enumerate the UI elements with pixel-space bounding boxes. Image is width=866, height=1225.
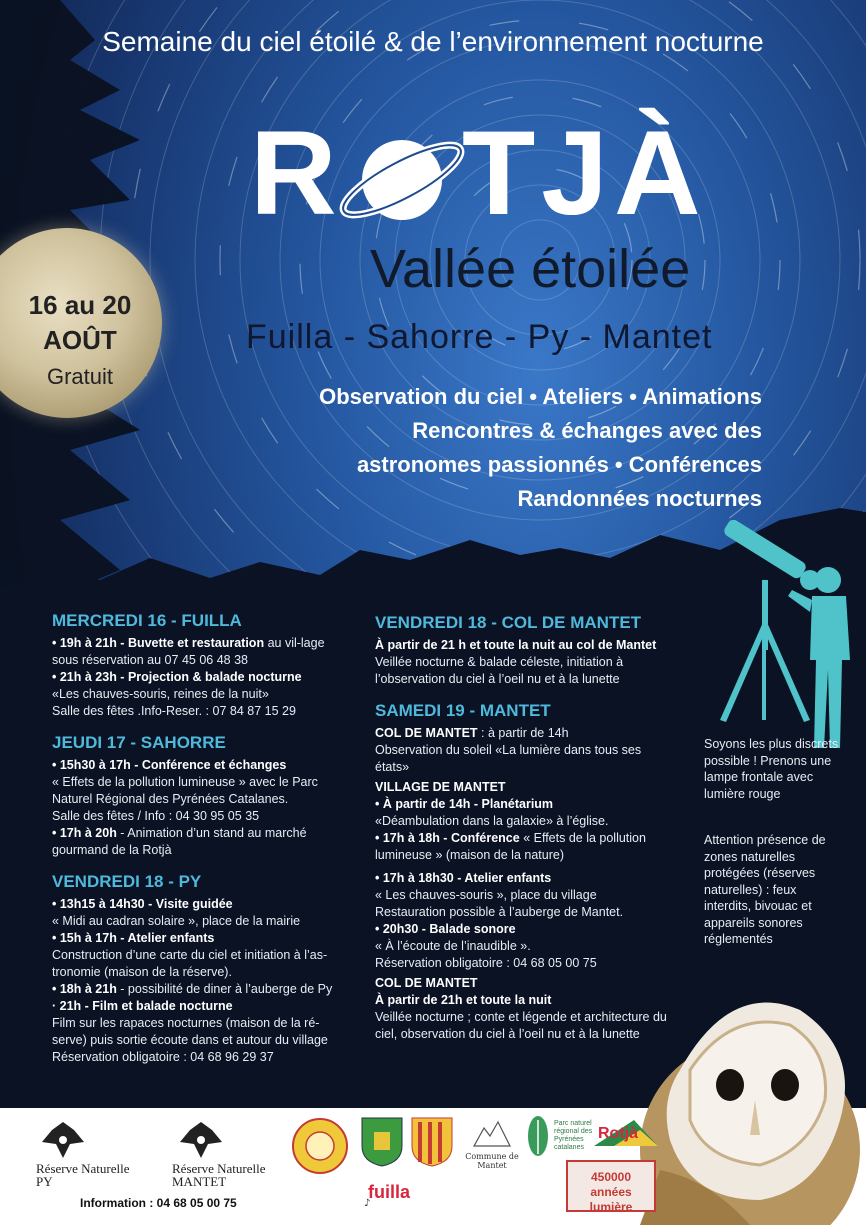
program-line: Veillée nocturne ; conte et légende et architecture du ciel, observation du ciel à l’oeil nu et à la lunette bbox=[375, 1010, 667, 1041]
program-line: • 20h30 - Balade sonore bbox=[375, 922, 516, 936]
program-line: Observation du soleil «La lumière dans tous ses états» bbox=[375, 743, 642, 774]
reserve-mantet-label: Réserve Naturelle MANTET bbox=[172, 1161, 266, 1189]
program-line: Construction d’une carte du ciel et initiation à l’as-tronomie (maison de la réserve). bbox=[52, 948, 328, 979]
svg-text:♪: ♪ bbox=[364, 1198, 371, 1209]
reserve-mantet-logo bbox=[178, 1120, 224, 1160]
program-sublabel: VILLAGE DE MANTET bbox=[375, 780, 506, 794]
program-thursday bbox=[52, 734, 350, 859]
astronomer-telescope-silhouette bbox=[700, 520, 860, 760]
program-line: Film sur les rapaces nocturnes (maison de la ré-serve) puis sortie écoute dans et autour du village bbox=[52, 1016, 328, 1047]
program-friday-py bbox=[52, 873, 350, 1066]
program-line: • 21h à 23h - Projection & balade nocturne bbox=[52, 670, 302, 684]
barn-owl-image bbox=[620, 950, 866, 1225]
program-line: « Midi au cadran solaire », place de la mairie bbox=[52, 914, 301, 928]
moon-dates: 16 au 20 bbox=[28, 290, 132, 320]
rotja-logo bbox=[594, 1116, 658, 1152]
parc-naturel-logo bbox=[526, 1114, 550, 1158]
commune-mantet-logo bbox=[470, 1116, 514, 1152]
program-line: «Les chauves-souris, reines de la nuit» bbox=[52, 687, 269, 701]
villages-line: Fuilla - Sahorre - Py - Mantet bbox=[246, 318, 713, 356]
program-line: « Les chauves-souris », place du village bbox=[375, 888, 597, 902]
day-heading: VENDREDI 18 - COL DE MANTET bbox=[375, 613, 642, 632]
parc-naturel-label: Parc naturel régional des Pyrénées catalanes bbox=[554, 1120, 593, 1151]
program-wednesday bbox=[52, 612, 350, 720]
event-line: Semaine du ciel étoilé & de l’environnement nocturne bbox=[102, 26, 764, 57]
activities-line: Observation du ciel • Ateliers • Animations bbox=[319, 384, 762, 409]
advice-note-discretion: Soyons les plus discrets possible ! Prenons une lampe frontale avec lumière rouge bbox=[704, 737, 839, 801]
advice-note-protected-areas: Attention présence de zones naturelles protégées (réserves naturelles) : feux interdits, bivouac et appareils sonores réglementés bbox=[704, 833, 826, 946]
program-line: • 15h à 17h - Atelier enfants bbox=[52, 931, 215, 945]
day-heading: MERCREDI 16 - FUILLA bbox=[52, 611, 242, 630]
svg-text:fuilla: fuilla bbox=[368, 1182, 411, 1202]
program-line: Réservation obligatoire : 04 68 96 29 37 bbox=[52, 1050, 274, 1064]
activities-line: Randonnées nocturnes bbox=[517, 486, 762, 511]
coat-of-arms-green bbox=[360, 1116, 404, 1168]
subtitle: Vallée étoilée bbox=[370, 239, 691, 299]
program-line: • 13h15 à 14h30 - Visite guidée bbox=[52, 897, 233, 911]
program-line: • 17h à 20h - Animation d’un stand au marché gourmand de la Rotjà bbox=[52, 826, 307, 857]
program-line: Restauration possible à l’auberge de Mantet. bbox=[375, 905, 624, 919]
activities-line: Rencontres & échanges avec des bbox=[412, 418, 762, 443]
reserve-py-logo bbox=[40, 1120, 86, 1160]
day-heading: SAMEDI 19 - MANTET bbox=[375, 701, 551, 720]
svg-text:Rotjà: Rotjà bbox=[598, 1125, 638, 1142]
coat-of-arms-catalan bbox=[410, 1116, 454, 1168]
information-phone: Information : 04 68 05 00 75 bbox=[80, 1196, 237, 1210]
activities-line: astronomes passionnés • Conférences bbox=[356, 452, 762, 477]
moon-price: Gratuit bbox=[46, 364, 114, 389]
commune-mantet-label: Commune de Mantet bbox=[465, 1152, 519, 1170]
program-line: • À partir de 14h - Planétarium bbox=[375, 797, 554, 811]
title-letters-tja: TJÀ bbox=[462, 106, 707, 240]
program-line: « À l’écoute de l’inaudible ». bbox=[375, 939, 531, 953]
fuilla-logo bbox=[362, 1176, 454, 1210]
day-heading: JEUDI 17 - SAHORRE bbox=[52, 733, 226, 752]
program-line: « Effets de la pollution lumineuse » avec le Parc Naturel Régional des Pyrénées Catalanes. bbox=[52, 775, 318, 806]
program-line: À partir de 21 h et toute la nuit au col de Mantet bbox=[375, 638, 657, 652]
moon-month: AOÛT bbox=[43, 325, 117, 355]
title-letter-r: R bbox=[250, 106, 343, 240]
program-line: Salle des fêtes / Info : 04 30 95 05 35 bbox=[52, 809, 260, 823]
program-line: Salle des fêtes .Info-Reser. : 07 84 87 15 29 bbox=[52, 704, 296, 718]
program-friday-mantet bbox=[375, 614, 673, 688]
program-line: • 17h à 18h - Conférence « Effets de la pollution lumineuse » (maison de la nature) bbox=[375, 831, 646, 862]
reserve-py-label: Réserve Naturelle PY bbox=[36, 1161, 130, 1189]
program-line: À partir de 21h et toute la nuit bbox=[375, 993, 552, 1007]
program-line: • 17h à 18h30 - Atelier enfants bbox=[375, 871, 552, 885]
program-line: • 15h30 à 17h - Conférence et échanges bbox=[52, 758, 287, 772]
program-line: Réservation obligatoire : 04 68 05 00 75 bbox=[375, 956, 597, 970]
program-line: COL DE MANTET : à partir de 14h bbox=[375, 726, 569, 740]
program-line: · 21h - Film et balade nocturne bbox=[52, 999, 233, 1013]
day-heading: VENDREDI 18 - PY bbox=[52, 872, 202, 891]
light-years-stamp: 450000 années lumière bbox=[566, 1160, 656, 1212]
program-line: • 18h à 21h - possibilité de diner à l’auberge de Py bbox=[52, 982, 333, 996]
program-line: Veillée nocturne & balade céleste, initiation à l’observation du ciel à l’oeil nu et à la lunette bbox=[375, 655, 624, 686]
program-line: • 19h à 21h - Buvette et restauration au vil-lage sous réservation au 07 45 06 48 38 bbox=[52, 636, 325, 667]
program-sublabel: COL DE MANTET bbox=[375, 976, 478, 990]
event-title bbox=[250, 108, 770, 238]
festival-committee-seal bbox=[290, 1116, 350, 1176]
saturn-icon bbox=[332, 122, 472, 232]
program-left-column bbox=[52, 612, 350, 1080]
activities-list bbox=[202, 380, 762, 516]
program-line: «Déambulation dans la galaxie» à l’église. bbox=[375, 814, 609, 828]
